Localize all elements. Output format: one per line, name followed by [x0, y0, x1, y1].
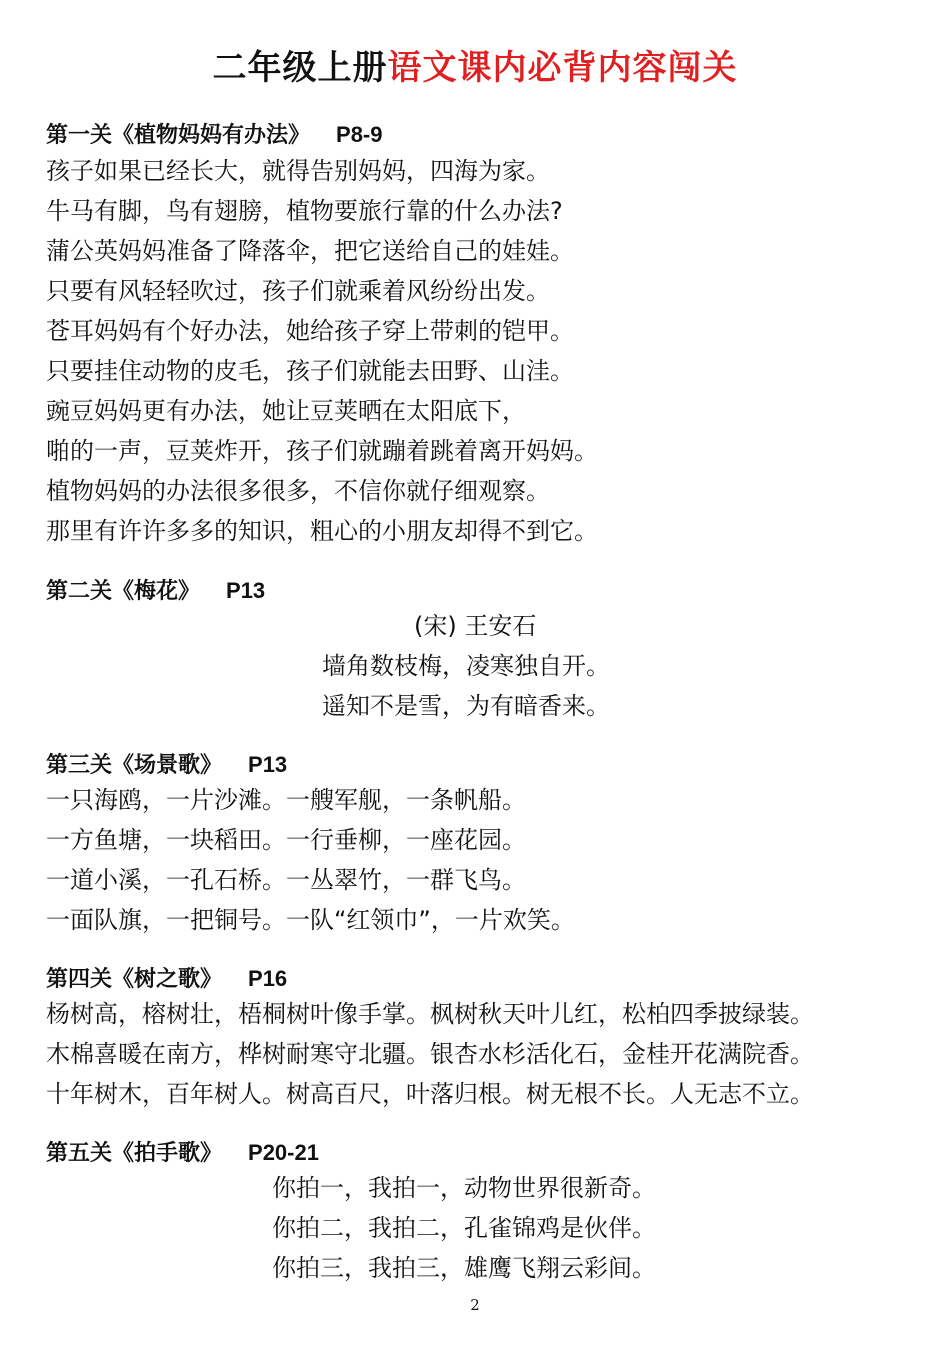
- section-1-line: 只要挂住动物的皮毛，孩子们就能去田野、山洼。: [46, 357, 574, 385]
- section-4-heading: [46, 962, 287, 993]
- section-5-title: 第五关《拍手歌》: [46, 1141, 223, 1166]
- poem-author: (宋) 王安石: [414, 612, 537, 640]
- section-4-page: P16: [248, 966, 288, 991]
- section-1-line: 那里有许许多多的知识，粗心的小朋友却得不到它。: [46, 517, 598, 545]
- section-1-line: 苍耳妈妈有个好办法，她给孩子穿上带刺的铠甲。: [46, 317, 574, 345]
- section-1-line: 牛马有脚，鸟有翅膀，植物要旅行靠的什么办法?: [46, 197, 563, 225]
- song-line: 你拍二，我拍二，孔雀锦鸡是伙伴。: [272, 1214, 656, 1242]
- page-title: [0, 40, 950, 89]
- section-3-page: P13: [248, 752, 288, 777]
- section-3-line: 一只海鸥，一片沙滩。一艘军舰，一条帆船。: [46, 786, 526, 814]
- section-3-line: 一方鱼塘，一块稻田。一行垂柳，一座花园。: [46, 826, 526, 854]
- section-1-title: 第一关《植物妈妈有办法》: [46, 123, 311, 148]
- section-1-line: 只要有风轻轻吹过，孩子们就乘着风纷纷出发。: [46, 277, 550, 305]
- section-4-line: 杨树高，榕树壮，梧桐树叶像手掌。枫树秋天叶儿红，松柏四季披绿装。: [46, 1000, 814, 1028]
- section-2-page: P13: [226, 578, 266, 603]
- section-3-heading: [46, 748, 287, 779]
- section-1-line: 植物妈妈的办法很多很多，不信你就仔细观察。: [46, 477, 550, 505]
- section-1-page: P8-9: [336, 122, 383, 147]
- title-grade: 二年级上册: [212, 48, 388, 88]
- title-subject: 语文课内必背内容闯关: [387, 48, 738, 88]
- section-3-line: 一面队旗，一把铜号。一队“红领巾”，一片欢笑。: [46, 906, 575, 934]
- page-number: 2: [470, 1296, 480, 1314]
- section-1-line: 孩子如果已经长大，就得告别妈妈，四海为家。: [46, 157, 550, 185]
- song-line: 你拍一，我拍一，动物世界很新奇。: [272, 1174, 656, 1202]
- section-1-heading: [46, 118, 383, 149]
- section-1-line: 啪的一声，豆荚炸开，孩子们就蹦着跳着离开妈妈。: [46, 437, 598, 465]
- poem-line: 墙角数枝梅，凌寒独自开。: [322, 652, 610, 680]
- section-1-line: 蒲公英妈妈准备了降落伞，把它送给自己的娃娃。: [46, 237, 574, 265]
- poem-line: 遥知不是雪，为有暗香来。: [322, 692, 610, 720]
- section-5-page: P20-21: [248, 1140, 319, 1165]
- section-4-title: 第四关《树之歌》: [46, 967, 223, 992]
- section-2-heading: [46, 574, 265, 605]
- section-3-title: 第三关《场景歌》: [46, 753, 223, 778]
- song-line: 你拍三，我拍三，雄鹰飞翔云彩间。: [272, 1254, 656, 1282]
- section-5-heading: [46, 1136, 319, 1167]
- section-3-line: 一道小溪，一孔石桥。一丛翠竹，一群飞鸟。: [46, 866, 526, 894]
- section-2-title: 第二关《梅花》: [46, 579, 201, 604]
- section-1-line: 豌豆妈妈更有办法，她让豆荚晒在太阳底下，: [46, 397, 526, 425]
- section-4-line: 十年树木，百年树人。树高百尺，叶落归根。树无根不长。人无志不立。: [46, 1080, 814, 1108]
- section-4-line: 木棉喜暖在南方，桦树耐寒守北疆。银杏水杉活化石，金桂开花满院香。: [46, 1040, 814, 1068]
